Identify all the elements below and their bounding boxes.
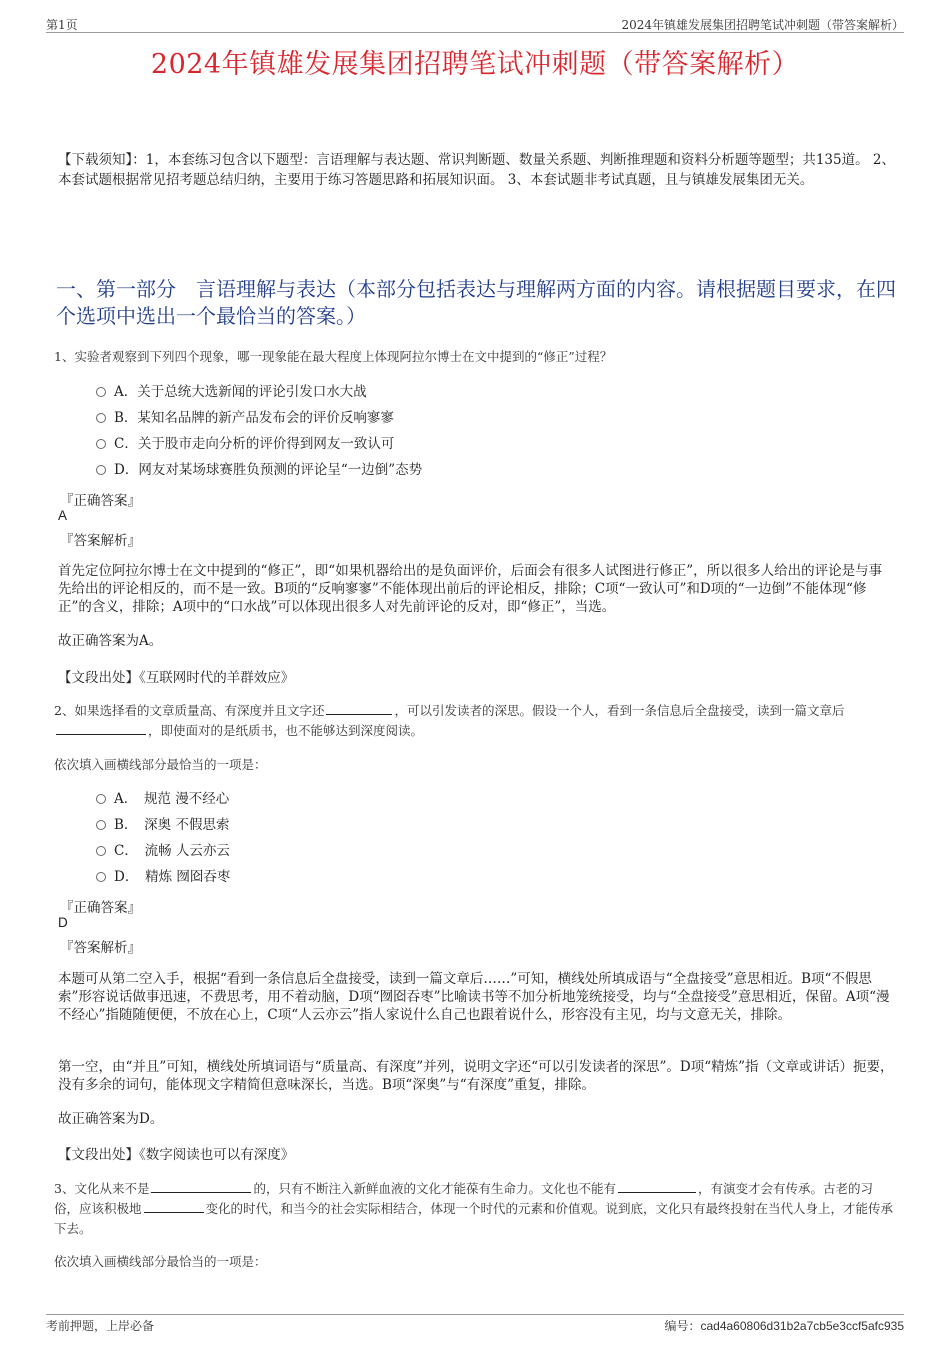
radio-icon[interactable] — [96, 872, 106, 882]
q1-analysis-label: 『答案解析』 — [60, 533, 141, 549]
question-2-stem: 2、如果选择看的文章质量高、有深度并且文字还 ，可以引发读者的深思。假设一个人，看到一条信息后全盘接受，读到一篇文章后，即使面对的是纸质书，也不能够达到深度阅读。 — [54, 703, 845, 738]
q1-analysis: 首先定位阿拉尔博士在文中提到的“修正”，即“如果机器给出的是负面评价，后面会有很多人试图进行修正”，所以很多人给出的评论是与事先给出的评论相反的，而不是一致。B项的“反响寥寥”不能体现出前后的评论相反，排除；C项“一致认可”和D项的“一边倒”不能体现“修正”的含义，排除；A项中的“口水战”可以体现出很多人对先前评论的反对，即“修正”，当选。 — [58, 563, 883, 615]
q3-prompt: 依次填入画横线部分最恰当的一项是： — [54, 1254, 267, 1269]
q1-conclusion: 故正确答案为A。 — [58, 633, 163, 649]
radio-icon[interactable] — [96, 846, 106, 856]
q2-option-b[interactable]: B． 深奥 不假思索 — [96, 815, 229, 835]
q2-option-a[interactable]: A． 规范 漫不经心 — [96, 789, 229, 809]
blank-line — [618, 1179, 696, 1193]
radio-icon[interactable] — [96, 794, 106, 804]
header-doc-title: 2024年镇雄发展集团招聘笔试冲刺题（带答案解析） — [621, 18, 904, 32]
q1-source: 【文段出处】《互联网时代的羊群效应》 — [58, 670, 295, 686]
page-number: 第1页 — [46, 18, 78, 32]
q1-option-b[interactable]: B．某知名品牌的新产品发布会的评价反响寥寥 — [96, 408, 394, 428]
blank-line — [326, 701, 392, 715]
q2-analysis-2: 第一空，由“并且”可知，横线处所填词语与“质量高、有深度”并列，说明文字还“可以引发读者的深思”。D项“精炼”指（文章或讲话）扼要，没有多余的词句，能体现文字精简但意味深长，当选。B项“深奥”与“有深度”重复，排除。 — [58, 1059, 894, 1093]
q1-option-c[interactable]: C．关于股市走向分析的评价得到网友一致认可 — [96, 434, 394, 454]
q2-analysis-1: 本题可从第二空入手，根据“看到一条信息后全盘接受，读到一篇文章后……”可知，横线处所填成语与“全盘接受”意思相近。B项“不假思索”形容说话做事迅速，不费思考，用不着动脑，D项“囫囵吞枣”比喻读书等不加分析地笼统接受，均与“全盘接受”意思相近，保留。A项“漫不经心”指随随便便，不放在心上，C项“人云亦云”指人家说什么自己也跟着说什么，形容没有主见，均与文意无关，排除。 — [58, 971, 890, 1023]
blank-line — [56, 721, 146, 735]
radio-icon[interactable] — [96, 387, 106, 397]
q1-answer: A — [58, 508, 68, 523]
footer-code: 编号：cad4a60806d31b2a7cb5e3ccf5afc935 — [664, 1319, 904, 1333]
q2-option-c[interactable]: C． 流畅 人云亦云 — [96, 841, 230, 861]
blank-line — [151, 1179, 251, 1193]
question-3-stem: 3、文化从来不是 的，只有不断注入新鲜血液的文化才能葆有生命力。文化也不能有 ，有演变才会有传承。古老的习俗，应该积极地 变化的时代，和当今的社会实际相结合，体现一个时代的元素和价值观。说到底，文化只有最终投射在当代人身上，才能传承下去。 — [54, 1181, 894, 1236]
footer-slogan: 考前押题，上岸必备 — [46, 1319, 155, 1333]
q2-option-d[interactable]: D． 精炼 囫囵吞枣 — [96, 867, 230, 887]
radio-icon[interactable] — [96, 413, 106, 423]
q2-source: 【文段出处】《数字阅读也可以有深度》 — [58, 1147, 295, 1163]
document-title: 2024年镇雄发展集团招聘笔试冲刺题（带答案解析） — [150, 49, 800, 80]
radio-icon[interactable] — [96, 820, 106, 830]
q1-correct-answer-label: 『正确答案』 — [60, 493, 141, 509]
page-header — [46, 14, 904, 33]
q2-conclusion: 故正确答案为D。 — [58, 1111, 164, 1127]
section-title: 一、第一部分 言语理解与表达（本部分包括表达与理解两方面的内容。请根据题目要求，在四个选项中选出一个最恰当的答案。） — [56, 277, 896, 328]
q2-correct-answer-label: 『正确答案』 — [60, 900, 141, 916]
radio-icon[interactable] — [96, 465, 106, 475]
q1-option-a[interactable]: A．关于总统大选新闻的评论引发口水大战 — [96, 382, 367, 402]
q2-prompt: 依次填入画横线部分最恰当的一项是： — [54, 757, 267, 772]
question-1-stem: 1、实验者观察到下列四个现象，哪一现象能在最大程度上体现阿拉尔博士在文中提到的“修正”过程？ — [54, 349, 613, 364]
q2-answer: D — [58, 915, 68, 930]
q2-analysis-label: 『答案解析』 — [60, 940, 141, 956]
radio-icon[interactable] — [96, 439, 106, 449]
blank-line — [144, 1199, 204, 1213]
download-note: 【下载须知】：1，本套练习包含以下题型：言语理解与表达题、常识判断题、数量关系题、判断推理题和资料分析题等题型；共135道。 2、本套试题根据常见招考题总结归纳，主要用于练习答题思路和拓展知识面。 3、本套试题非考试真题，且与镇雄发展集团无关。 — [58, 152, 895, 188]
q1-option-d[interactable]: D．网友对某场球赛胜负预测的评论呈“一边倒”态势 — [96, 460, 422, 480]
page-footer — [46, 1314, 904, 1333]
